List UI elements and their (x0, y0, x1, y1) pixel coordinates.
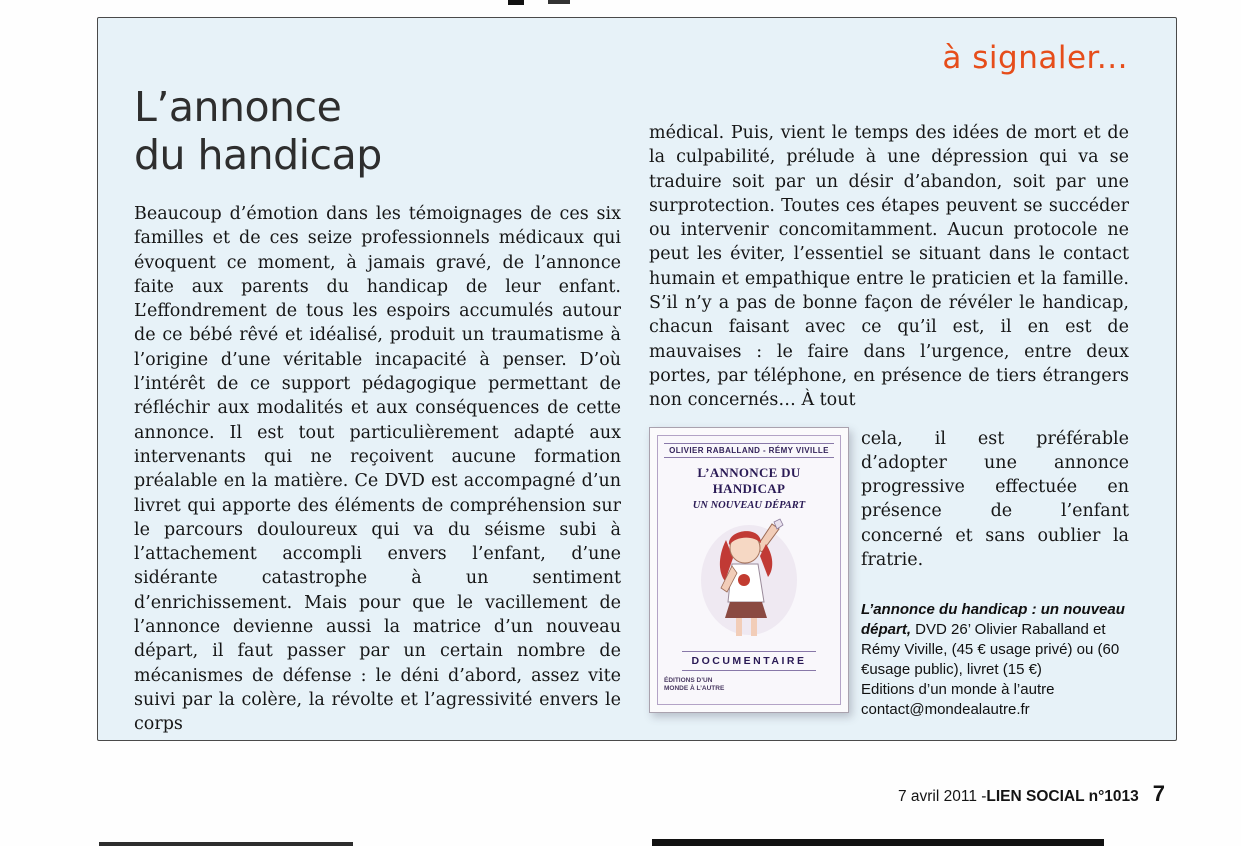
wrap-text-block (861, 427, 1129, 721)
caption-title: L’annonce du handicap : un nouveau départ, (861, 601, 1125, 639)
girl-illustration-graphic (694, 518, 804, 640)
article-title-line2: du handicap (134, 130, 382, 179)
footer-date: 7 avril 2011 - (897, 788, 987, 805)
dvd-subtitle: UN NOUVEAU DÉPART (692, 499, 806, 511)
footer-page-number: 7 (1152, 781, 1165, 806)
article-text-right-top: médical. Puis, vient le temps des idées de mort et de la culpabilité, prélude à une dépression qui va se traduire soit par un désir d’abandon, soit par une surprotection. Toutes ces étapes peuvent se succéder ou intervenir concomitamment. Aucun protocole ne peut les éviter, l’essentiel se situant dans le contact humain et empathique entre le praticien et la famille. S’il n’y a pas de bonne façon de révéler le handicap, chacun faisant avec ce qu’il est, il en est de mauvaises : le faire dans l’urgence, entre deux portes, par téléphone, en présence de tiers étrangers non concernés… À tout (649, 123, 1129, 411)
dvd-title: L’ANNONCE DU HANDICAP (697, 464, 801, 496)
article-title-line1: L’annonce (134, 83, 342, 131)
scan-artifact (652, 839, 1104, 846)
article-box (97, 17, 1177, 741)
right-column (649, 78, 1129, 736)
dvd-cover-photo (649, 427, 849, 713)
article-text-left: Beaucoup d’émotion dans les témoignages de ces six familles et de ces seize professionnels médicaux qui évoquent ce moment, à jamais gravé, de l’annonce faite aux parents du handicap de leur enfant. L’effondrement de tous les espoirs accumulés autour de ce bébé rêvé et idéalisé, produit un traumatisme à l’origine d’une véritable incapacité à penser. D’où l’intérêt de ce support pédagogique permettant de réfléchir aux modalités et aux conséquences de cette annonce. Il est tout particulièrement adapté aux intervenants qui ne reçoivent aucune formation préalable en la matière. Ce DVD est accompagné d’un livret qui apporte des éléments de compréhension sur le parcours douloureux qui va du séisme subi à l’attachement accompli envers l’enfant, d’une sidérante catastrophe à un sentiment d’enrichissement. Mais pour que le vacillement de l’annonce devienne aussi la matrice d’un nouveau départ, il faut passer par un certain nombre de mécanismes de défense : le déni d’abord, assez vite suivi par la colère, la révolte et l’agressivité envers le corps (134, 203, 621, 735)
dvd-cover-frame (657, 435, 841, 705)
image-and-wrap-row (649, 427, 1129, 721)
dvd-publisher-logo: ÉDITIONS D’UN MONDE À L’AUTRE (664, 676, 725, 693)
dvd-authors: OLIVIER RABALLAND - RÉMY VIVILLE (664, 443, 834, 458)
footer-magazine-title: LIEN SOCIAL n°1013 (986, 788, 1139, 805)
section-label: à signaler... (942, 40, 1128, 76)
dvd-cover-illustration (694, 518, 804, 645)
left-column (134, 78, 621, 736)
caption-details: DVD 26’ Olivier Raballand et Rémy Viville, (45 € usage privé) ou (60 €usage public), livret (15 €) (861, 621, 1120, 679)
page-footer (898, 781, 1165, 807)
caption-contact-email: contact@mondealautre.fr (861, 701, 1030, 719)
scan-artifact (548, 0, 570, 4)
article-columns (134, 78, 1129, 736)
caption-publisher: Editions d’un monde à l’autre (861, 681, 1055, 699)
article-title (134, 84, 621, 180)
scan-artifact (99, 842, 353, 846)
article-text-right-wrap: cela, il est préférable d’adopter une annonce progressive effectuée en présence de l’enfant concerné et sans oublier la fratrie. (861, 428, 1129, 571)
dvd-caption (861, 600, 1129, 720)
dvd-genre-label: DOCUMENTAIRE (682, 651, 817, 671)
scan-artifact (508, 0, 524, 5)
